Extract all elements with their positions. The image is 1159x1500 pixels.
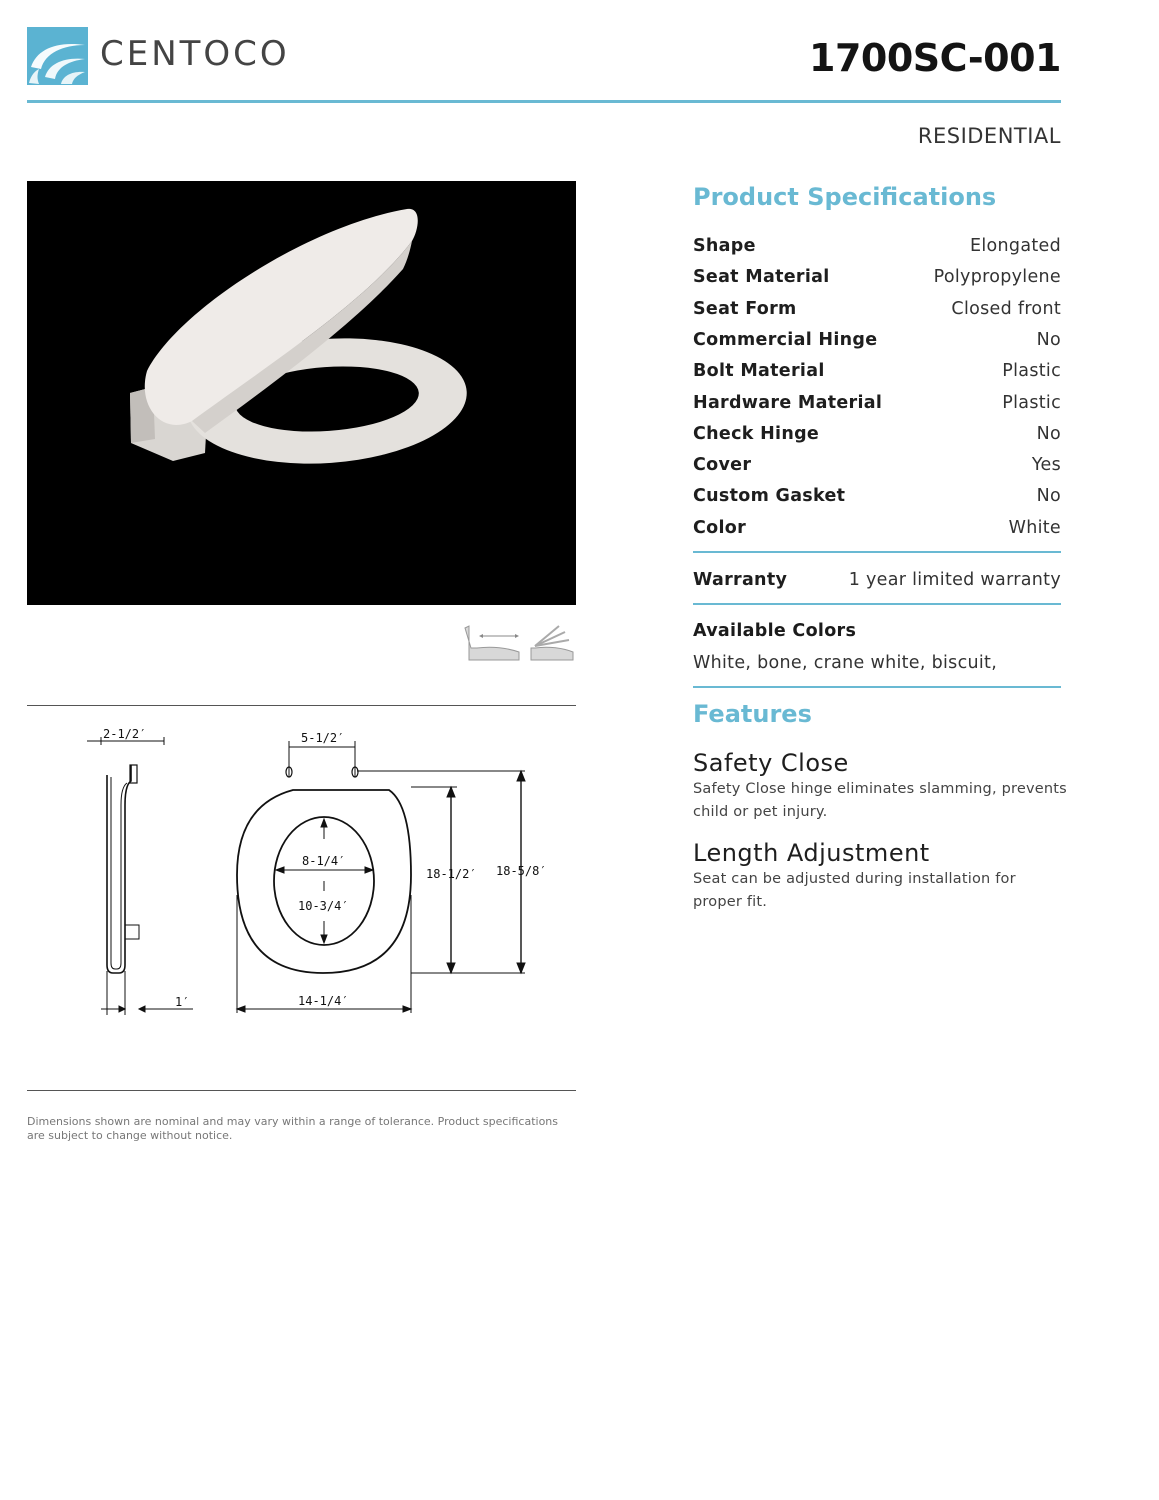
spec-row xyxy=(693,263,1061,291)
dim-seat-length: 18-1/2′ xyxy=(426,867,477,881)
available-colors-label: Available Colors xyxy=(693,621,857,641)
spec-row xyxy=(693,295,1061,323)
warranty-row xyxy=(693,566,1061,594)
spec-value: Polypropylene xyxy=(933,267,1061,288)
header-divider xyxy=(27,100,1061,103)
spec-value: Yes xyxy=(1031,455,1061,476)
dimension-diagram xyxy=(27,715,576,1035)
spec-row xyxy=(693,357,1061,385)
dim-bottom-offset: 1′ xyxy=(175,995,190,1009)
category-label: RESIDENTIAL xyxy=(917,124,1061,148)
brand-name: CENTOCO xyxy=(100,34,290,74)
spec-row xyxy=(693,451,1061,479)
spec-row xyxy=(693,420,1061,448)
feature-description: Safety Close hinge eliminates slamming, prevents child or pet injury. xyxy=(693,781,1067,820)
spec-value: Elongated xyxy=(970,236,1061,256)
dim-bolt-spacing: 5-1/2′ xyxy=(301,731,345,745)
available-colors-value: White, bone, crane white, biscuit, xyxy=(693,653,998,673)
feature-title: Length Adjustment xyxy=(693,839,930,867)
spec-label: Bolt Material xyxy=(693,361,825,382)
spec-label: Cover xyxy=(693,455,752,476)
spec-label: Custom Gasket xyxy=(693,486,846,507)
colors-divider xyxy=(693,686,1061,688)
centoco-logo-icon xyxy=(27,27,88,85)
dim-opening-length: 10-3/4′ xyxy=(298,899,349,913)
disclaimer-text: Dimensions shown are nominal and may vary within a range of tolerance. Product specifications are subject to change without notice. xyxy=(27,1115,559,1142)
spec-label: Commercial Hinge xyxy=(693,329,878,350)
warranty-label: Warranty xyxy=(693,570,788,590)
product-photo xyxy=(27,181,576,605)
spec-label: Check Hinge xyxy=(693,423,820,444)
spec-value: No xyxy=(1036,423,1061,444)
specifications-heading: Product Specifications xyxy=(693,183,997,211)
dim-side-thickness: 2-1/2′ xyxy=(103,727,147,741)
diagram-bottom-rule xyxy=(27,1090,576,1091)
dim-overall-length: 18-5/8′ xyxy=(496,864,547,878)
diagram-top-rule xyxy=(27,705,576,706)
spec-label: Seat Form xyxy=(693,298,797,319)
features-heading: Features xyxy=(693,700,812,728)
spec-label: Shape xyxy=(693,236,756,256)
spec-row xyxy=(693,232,1061,260)
spec-label: Hardware Material xyxy=(693,392,883,413)
feature-description: Seat can be adjusted during installation for proper fit. xyxy=(693,871,1016,910)
spec-value: No xyxy=(1036,329,1061,350)
spec-value: Plastic xyxy=(1002,392,1061,413)
spec-row xyxy=(693,389,1061,417)
spec-row xyxy=(693,514,1061,542)
spec-value: Closed front xyxy=(951,298,1061,319)
feature-title: Safety Close xyxy=(693,749,849,777)
feature-icons xyxy=(463,622,575,668)
spec-row xyxy=(693,482,1061,510)
dim-opening-width: 8-1/4′ xyxy=(302,854,346,868)
spec-label: Color xyxy=(693,517,747,538)
warranty-divider xyxy=(693,603,1061,605)
spec-value: Plastic xyxy=(1002,361,1061,382)
spec-value: No xyxy=(1036,486,1061,507)
warranty-value: 1 year limited warranty xyxy=(848,570,1061,590)
spec-label: Seat Material xyxy=(693,267,830,288)
dim-seat-width: 14-1/4′ xyxy=(298,994,349,1008)
spec-divider xyxy=(693,551,1061,553)
spec-row xyxy=(693,326,1061,354)
spec-value: White xyxy=(1008,517,1061,538)
safety-close-icon xyxy=(531,626,573,660)
length-adjustment-icon xyxy=(465,626,519,660)
model-number: 1700SC-001 xyxy=(809,36,1061,80)
